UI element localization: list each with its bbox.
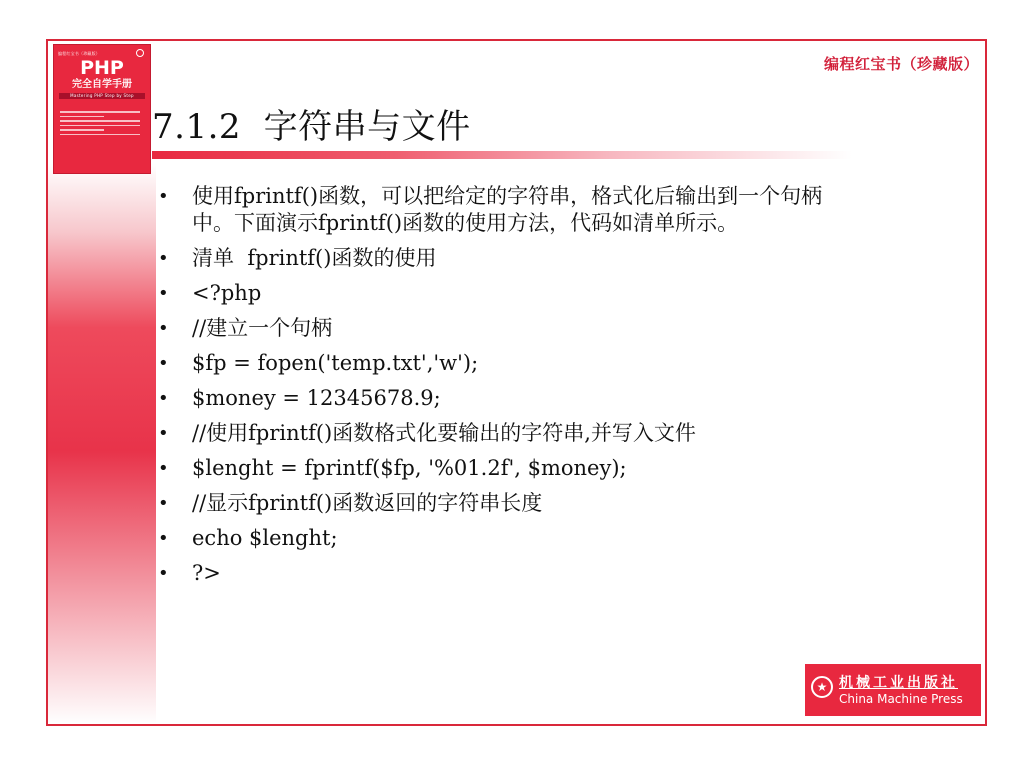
cover-subtitle-band <box>59 93 145 99</box>
bullet-text: ?> <box>192 561 221 585</box>
bullet-text: <?php <box>192 281 262 305</box>
bullet-dot-icon: • <box>158 458 169 479</box>
bullet-item <box>154 245 844 272</box>
publisher-emblem-icon: ★ <box>811 676 833 698</box>
bullet-dot-icon: • <box>158 186 169 207</box>
bullet-dot-icon: • <box>158 388 169 409</box>
bullet-item <box>154 525 844 552</box>
bullet-item <box>154 385 844 412</box>
bullet-dot-icon: • <box>158 353 169 374</box>
cover-php-text: PHP <box>80 57 124 79</box>
bullet-item <box>154 183 844 237</box>
bullet-text: $fp = fopen('temp.txt','w'); <box>192 351 479 375</box>
bullet-text: $money = 12345678.9; <box>192 386 441 410</box>
bullet-text: //建立一个句柄 <box>192 316 333 340</box>
cover-series-text: 编程红宝书（珍藏版） <box>58 51 100 56</box>
cover-title-text: 完全自学手册 <box>72 79 132 90</box>
bullet-text: echo $lenght; <box>192 526 338 550</box>
bullet-text: $lenght = fprintf($fp, '%01.2f', $money); <box>192 456 627 480</box>
bullet-text: 清单 fprintf()函数的使用 <box>192 246 437 270</box>
bullet-dot-icon: • <box>158 528 169 549</box>
title-underline-bar <box>152 151 852 159</box>
bullet-item <box>154 315 844 342</box>
bullet-text: //使用fprintf()函数格式化要输出的字符串,并写入文件 <box>192 421 696 445</box>
bullet-item <box>154 455 844 482</box>
bullet-dot-icon: • <box>158 563 169 584</box>
bullet-dot-icon: • <box>158 423 169 444</box>
bullet-item <box>154 350 844 377</box>
bullet-item <box>154 490 844 517</box>
series-brand-label: 编程红宝书（珍藏版） <box>823 55 979 73</box>
bullet-item <box>154 560 844 587</box>
bullet-text: //显示fprintf()函数返回的字符串长度 <box>192 491 543 515</box>
slide-title: 7.1.2 字符串与文件 <box>152 107 471 147</box>
bullet-dot-icon: • <box>158 493 169 514</box>
slide-frame <box>46 39 987 726</box>
bullet-item <box>154 420 844 447</box>
publisher-name-en: China Machine Press <box>839 692 963 706</box>
book-cover-image <box>54 45 150 173</box>
bullet-text: 使用fprintf()函数，可以把给定的字符串，格式化后输出到一个句柄中。下面演示fprintf()函数的使用方法，代码如清单所示。 <box>192 184 823 235</box>
publisher-logo <box>805 664 981 716</box>
publisher-name-cn: 机械工业出版社 <box>839 675 958 691</box>
bullet-item <box>154 280 844 307</box>
cover-text-lines <box>60 111 140 138</box>
bullet-dot-icon: • <box>158 248 169 269</box>
bullet-dot-icon: • <box>158 283 169 304</box>
cover-logo-icon <box>136 49 144 57</box>
cover-subtitle-text: Mastering PHP Step by Step <box>70 93 134 98</box>
bullet-dot-icon: • <box>158 318 169 339</box>
bullet-list <box>154 183 844 595</box>
